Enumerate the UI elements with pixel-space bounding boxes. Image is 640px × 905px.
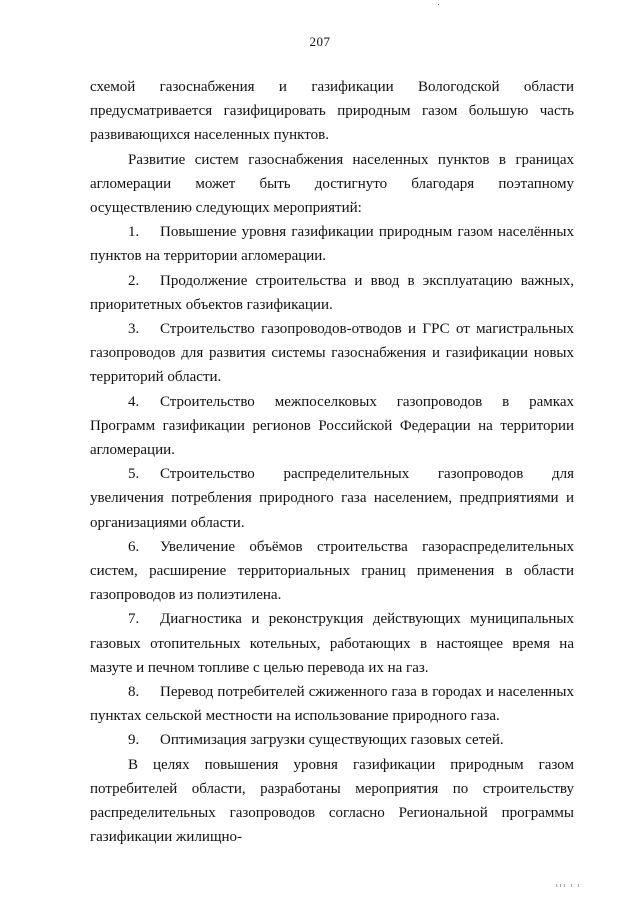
- list-item: [90, 462, 574, 535]
- list-item-text: Перевод потребителей сжиженного газа в городах и населенных пунктах сельской местности на использование природного газа.: [90, 684, 574, 725]
- list-item-text: Увеличение объёмов строительства газораспределительных систем, расширение территориальных границ применения в области газопроводов из полиэтилена.: [90, 538, 574, 604]
- intro-paragraph: схемой газоснабжения и газификации Вологодской области предусматривается газифицировать природным газом большую часть развивающихся населенных пунктов.: [90, 79, 574, 144]
- list-item-number: 1.: [128, 224, 140, 241]
- scan-footer-mark: ııı ı ı: [556, 883, 582, 889]
- list-item: [90, 680, 574, 728]
- list-item: [90, 317, 574, 390]
- list-item-number: 6.: [128, 538, 140, 555]
- list-item-text: Оптимизация загрузки существующих газовых сетей.: [160, 732, 504, 749]
- list-item-text: Повышение уровня газификации природным газом населённых пунктов на территории агломерации.: [90, 224, 574, 265]
- list-item: [90, 728, 574, 752]
- lead-paragraph: Развитие систем газоснабжения населенных пунктов в границах агломерации может быть достигнуто благодаря поэтапному осуществлению следующих мероприятий:: [90, 151, 574, 217]
- body-text: [90, 75, 574, 850]
- list-item-number: 7.: [128, 611, 140, 628]
- list-item-text: Строительство распределительных газопроводов для увеличения потребления природного газа населением, предприятиями и организациями области.: [90, 466, 574, 531]
- closing-paragraph: В целях повышения уровня газификации природным газом потребителей области, разработаны мероприятия по строительству распределительных газопроводов согласно Региональной программы газификации жилищно-: [90, 756, 574, 846]
- list-item-text: Строительство газопроводов-отводов и ГРС от магистральных газопроводов для развития системы газоснабжения и газификации новых территорий области.: [90, 321, 574, 386]
- list-item-number: 8.: [128, 684, 140, 701]
- list-item-number: 5.: [128, 466, 140, 483]
- list-item-text: Продолжение строительства и ввод в эксплуатацию важных, приоритетных объектов газификации.: [90, 272, 574, 313]
- list-item: [90, 390, 574, 463]
- numbered-list: [90, 220, 574, 752]
- list-item-text: Строительство межпоселковых газопроводов в рамках Программ газификации регионов Российской Федерации на территории агломерации.: [90, 393, 574, 459]
- list-item-text: Диагностика и реконструкция действующих муниципальных газовых отопительных котельных, работающих в настоящее время на мазуте и печном топливе с целью перевода их на газ.: [90, 611, 574, 676]
- list-item-number: 2.: [128, 272, 140, 289]
- list-item-number: 4.: [128, 393, 140, 410]
- list-item-number: 9.: [128, 732, 140, 749]
- list-item-number: 3.: [128, 321, 140, 338]
- list-item: [90, 607, 574, 680]
- list-item: [90, 220, 574, 268]
- list-item: [90, 269, 574, 317]
- page-number: 207: [309, 34, 331, 49]
- scan-dot: [438, 4, 439, 5]
- list-item: [90, 535, 574, 608]
